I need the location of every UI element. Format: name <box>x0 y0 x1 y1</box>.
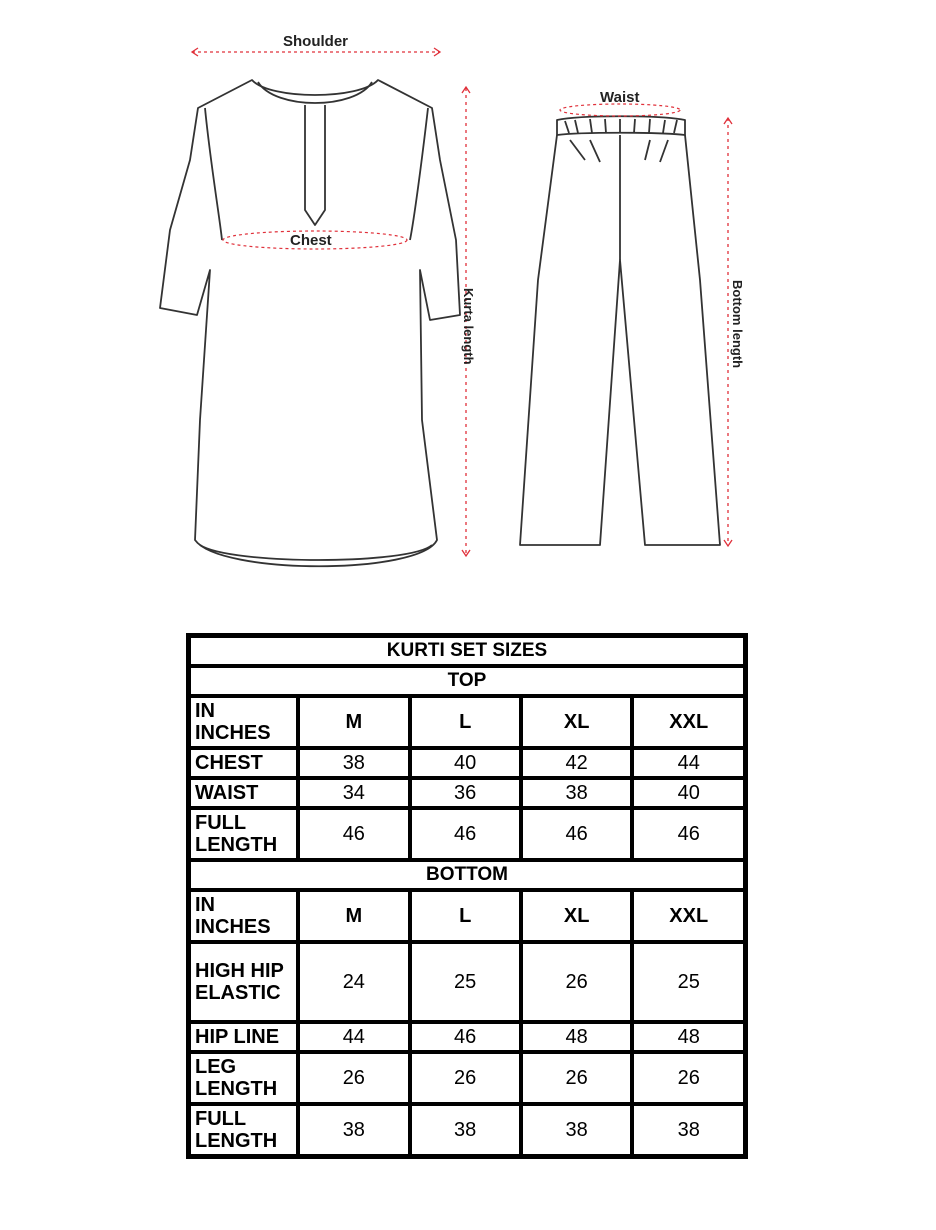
bottom-size-l: L <box>410 890 521 942</box>
table-cell: 46 <box>521 808 633 860</box>
table-cell: 26 <box>298 1052 409 1104</box>
waist-label: Waist <box>600 89 640 106</box>
top-size-m: M <box>298 696 409 748</box>
table-cell: 40 <box>410 748 521 778</box>
top-section-row <box>189 666 745 696</box>
top-size-xxl: XXL <box>632 696 745 748</box>
table-cell: 40 <box>632 778 745 808</box>
bottom-section-title: BOTTOM <box>189 860 745 890</box>
table-cell: 46 <box>632 808 745 860</box>
row-label: HIP LINE <box>189 1022 298 1052</box>
table-cell: 38 <box>521 1104 633 1156</box>
table-cell: 38 <box>632 1104 745 1156</box>
table-cell: 48 <box>632 1022 745 1052</box>
table-cell: 38 <box>521 778 633 808</box>
size-diagram <box>0 0 936 600</box>
table-cell: 46 <box>298 808 409 860</box>
table-cell: 46 <box>410 1022 521 1052</box>
table-row <box>189 808 745 860</box>
table-cell: 25 <box>410 942 521 1022</box>
row-label: WAIST <box>189 778 298 808</box>
bottom-size-xxl: XXL <box>632 890 745 942</box>
top-size-xl: XL <box>521 696 633 748</box>
table-cell: 38 <box>410 1104 521 1156</box>
table-row <box>189 778 745 808</box>
kurta-outline <box>160 80 460 566</box>
top-section-title: TOP <box>189 666 745 696</box>
bottom-section-row <box>189 860 745 890</box>
top-size-l: L <box>410 696 521 748</box>
bottom-size-m: M <box>298 890 409 942</box>
table-cell: 26 <box>632 1052 745 1104</box>
table-cell: 25 <box>632 942 745 1022</box>
row-label: FULL LENGTH <box>189 808 298 860</box>
table-cell: 48 <box>521 1022 633 1052</box>
table-cell: 38 <box>298 748 409 778</box>
table-cell: 34 <box>298 778 409 808</box>
table-title: KURTI SET SIZES <box>189 636 745 666</box>
table-cell: 46 <box>410 808 521 860</box>
table-row <box>189 942 745 1022</box>
shoulder-label: Shoulder <box>283 33 349 50</box>
table-cell: 44 <box>632 748 745 778</box>
chest-label: Chest <box>290 232 332 249</box>
row-label: FULL LENGTH <box>189 1104 298 1156</box>
table-cell: 26 <box>521 1052 633 1104</box>
table-row <box>189 748 745 778</box>
table-cell: 36 <box>410 778 521 808</box>
table-cell: 24 <box>298 942 409 1022</box>
table-cell: 42 <box>521 748 633 778</box>
bottom-length-label: Bottom length <box>730 280 745 369</box>
size-chart-table <box>186 633 748 1159</box>
table-row <box>189 1104 745 1156</box>
table-title-row <box>189 636 745 666</box>
table-row <box>189 1052 745 1104</box>
kurta-length-label: Kurta length <box>461 288 476 365</box>
bottom-header-label: IN INCHES <box>189 890 298 942</box>
table-cell: 44 <box>298 1022 409 1052</box>
pants-outline <box>520 116 720 545</box>
row-label: LEG LENGTH <box>189 1052 298 1104</box>
table-row <box>189 1022 745 1052</box>
table-cell: 38 <box>298 1104 409 1156</box>
bottom-header-row <box>189 890 745 942</box>
table-cell: 26 <box>521 942 633 1022</box>
top-header-row <box>189 696 745 748</box>
row-label: CHEST <box>189 748 298 778</box>
row-label: HIGH HIP ELASTIC <box>189 942 298 1022</box>
table-cell: 26 <box>410 1052 521 1104</box>
bottom-size-xl: XL <box>521 890 633 942</box>
top-header-label: IN INCHES <box>189 696 298 748</box>
